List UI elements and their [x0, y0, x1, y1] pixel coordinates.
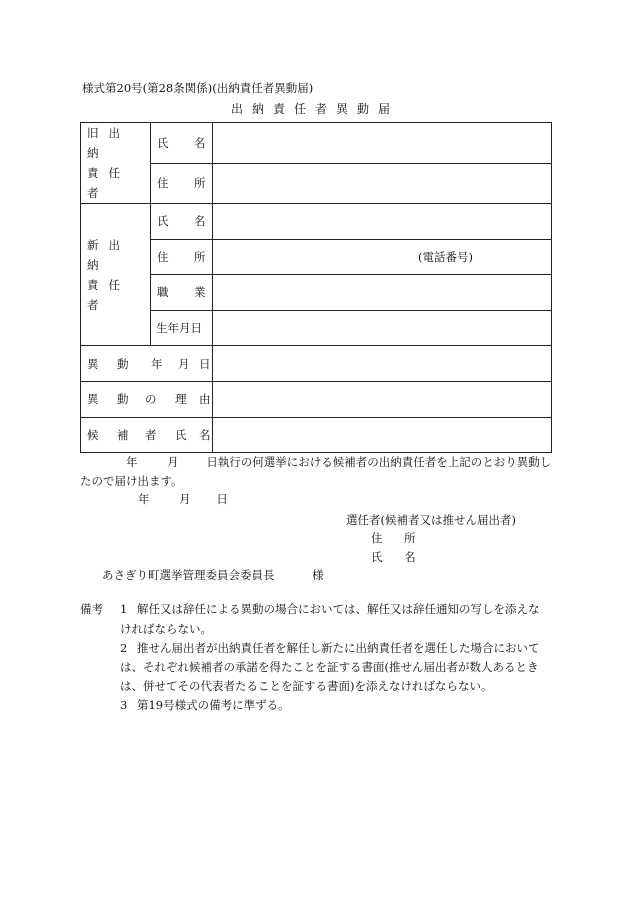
statement-line-1: 年 月 日執行の何選挙における候補者の出納責任者を上記のとおり異動し [126, 455, 552, 469]
change-reason-label: 異 動 の 理 由 [81, 381, 213, 417]
new-address-label: 住 所 [151, 239, 213, 275]
form-title: 出納責任者異動届 [230, 102, 399, 116]
old-address-label: 住 所 [151, 163, 213, 204]
new-occupation-field[interactable] [213, 275, 552, 311]
candidate-name-label: 候 補 者 氏 名 [81, 417, 213, 453]
recipient [102, 567, 324, 583]
change-date-field[interactable] [213, 346, 552, 382]
new-birthdate-row [81, 310, 552, 346]
candidate-name-row [81, 417, 552, 453]
applicant-title: 選任者(候補者又は推せん届出者) [346, 513, 516, 527]
new-occupation-label: 職 業 [151, 275, 213, 311]
change-date-row [81, 346, 552, 382]
change-form-table [80, 122, 552, 453]
new-group-line1: 新出納 [87, 237, 130, 272]
old-name-row [81, 123, 552, 164]
new-group-line2: 責任者 [87, 277, 130, 312]
candidate-name-field[interactable] [213, 417, 552, 453]
note-3: 3 第19号様式の備考に準ずる。 [120, 698, 290, 712]
note-1: 1 解任又は辞任による異動の場合においては、解任又は辞任通知の写しを添えな [120, 602, 540, 616]
new-occupation-row [81, 275, 552, 311]
recipient-honorific: 様 [312, 568, 324, 582]
old-group-line2: 責任者 [87, 166, 130, 200]
change-date-label: 異 動 年 月 日 [81, 346, 213, 382]
new-address-row [81, 239, 552, 275]
new-name-field[interactable] [213, 204, 552, 240]
change-reason-field[interactable] [213, 381, 552, 417]
recipient-name: あさぎり町選挙管理委員会委員長 [102, 568, 275, 582]
applicant-name-label: 氏 名 [371, 550, 416, 564]
note-1-continued: ければならない。 [120, 622, 212, 636]
old-treasurer-label [81, 123, 151, 204]
new-name-label: 氏 名 [151, 204, 213, 240]
notes-heading: 備考 [80, 602, 103, 616]
new-name-row [81, 204, 552, 240]
new-treasurer-label [81, 204, 151, 346]
old-name-field[interactable] [213, 123, 552, 164]
form-number: 様式第20号(第28条関係)(出納責任者異動届) [82, 81, 314, 95]
new-birthdate-field[interactable] [213, 310, 552, 346]
note-2-continued-1: は、それぞれ候補者の承諾を得たことを証する書面(推せん届出者が数人あるとき [120, 660, 539, 674]
applicant-address-label: 住 所 [371, 531, 416, 545]
note-2-continued-2: は、併せてその代表者たることを証する書面)を添えなければならない。 [120, 679, 493, 693]
old-name-label: 氏 名 [151, 123, 213, 164]
phone-number-note: (電話番号) [418, 249, 473, 264]
old-address-field[interactable] [213, 163, 552, 204]
new-birthdate-label: 生年月日 [151, 310, 213, 346]
old-address-row [81, 163, 552, 204]
submission-date: 年 月 日 [138, 492, 228, 506]
change-reason-row [81, 381, 552, 417]
new-address-field[interactable] [213, 239, 552, 275]
old-group-line1: 旧出納 [87, 126, 130, 160]
note-2: 2 推せん届出者が出納責任者を解任し新たに出納責任者を選任した場合において [120, 641, 540, 655]
statement-line-2: たので届け出ます。 [80, 474, 183, 488]
